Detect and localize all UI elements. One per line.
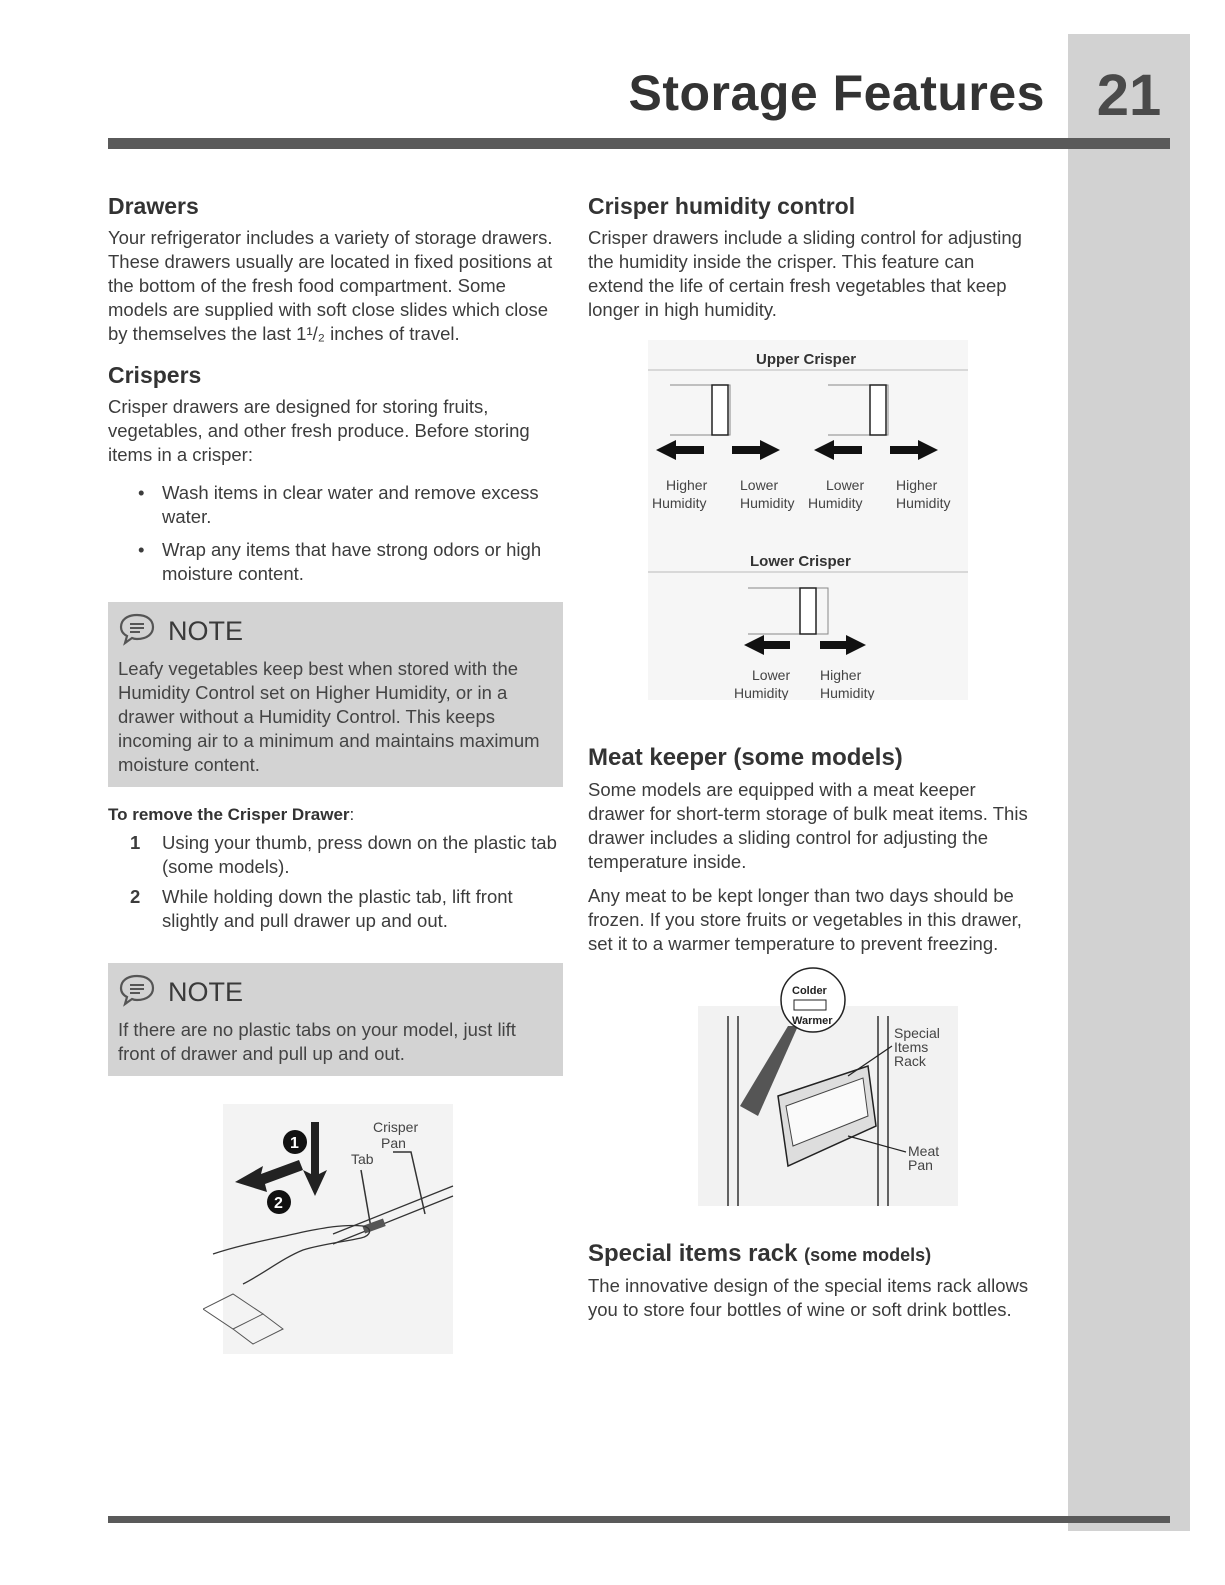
top-rule [108,138,1170,149]
lower-crisper-title: Lower Crisper [750,553,851,570]
meat-keeper-text2: Any meat to be kept longer than two days should be frozen. If you store fruits or vegetables in this drawer, set it to a warmer temperature to prevent freezing. [588,885,1022,954]
note-box [108,963,563,1076]
list-item: • Wrap any items that have strong odors or high moisture content. [138,539,542,584]
note-icon [118,612,156,651]
slider-knob [800,588,816,634]
svg-text:Special: Special [894,1025,940,1041]
list-item: 2 While holding down the plastic tab, lift front slightly and pull drawer up and out. [130,886,513,931]
meat-keeper-text1: Some models are equipped with a meat keeper drawer for short-term storage of bulk meat items. This drawer includes a sliding control for adjusting the temperature inside. [588,779,1028,872]
note-text: If there are no plastic tabs on your model, just lift front of drawer and pull up and out. [118,1019,516,1064]
crisper-label: Crisper [373,1119,419,1135]
svg-text:Pan: Pan [908,1157,933,1173]
svg-text:Lower: Lower [752,667,791,683]
svg-text:1: 1 [290,1135,299,1152]
humidity-heading: Crisper humidity control [588,193,856,219]
svg-text:Humidity: Humidity [808,495,863,511]
list-item: 1 Using your thumb, press down on the plastic tab (some models). [130,832,557,877]
svg-text:Humidity: Humidity [652,495,707,511]
note-text: Leafy vegetables keep best when stored with the Humidity Control set on Higher Humidity, or in a drawer without a Humidity Control. This keeps incoming air to a minimum and maintains maximum moisture content. [118,658,540,775]
svg-text:Humidity: Humidity [820,685,875,700]
slider-knob [712,385,728,435]
page-title: Storage Features [628,65,1045,121]
svg-text:Warmer: Warmer [792,1015,833,1027]
note-title: NOTE [168,977,244,1007]
special-rack-text: The innovative design of the special items rack allows you to store four bottles of wine or soft drink bottles. [588,1275,1029,1320]
svg-text:Rack: Rack [894,1053,926,1069]
drawers-text: Your refrigerator includes a variety of storage drawers. These drawers usually are located in fixed positions at the bottom of the fresh food compartment. Some models are supplied with soft close slides which close by themselves the last 1¹/₂ inches of travel. [108,227,553,344]
humidity-text: Crisper drawers include a sliding control for adjusting the humidity inside the crisper. This feature can extend the life of certain fresh vegetables that keep longer in high humidity. [588,227,1022,320]
crispers-heading: Crispers [108,362,202,388]
left-column [108,193,563,1364]
humidity-control-diagram [648,340,1028,700]
svg-text:Meat: Meat [908,1143,940,1159]
svg-text:Items: Items [894,1039,929,1055]
svg-text:Higher: Higher [666,477,708,493]
svg-text:2: 2 [274,1195,283,1212]
note-title: NOTE [168,616,244,646]
remove-heading: To remove the Crisper Drawer: [108,805,355,824]
svg-text:Higher: Higher [896,477,938,493]
remove-steps [108,831,563,933]
meat-keeper-illustration [698,966,958,1206]
side-tab [1068,34,1190,1531]
note-box [108,602,563,787]
pan-label: Pan [381,1135,406,1151]
slider-knob [870,385,886,435]
drawers-heading: Drawers [108,193,199,219]
meat-keeper-heading: Meat keeper (some models) [588,744,903,771]
svg-text:Humidity: Humidity [740,495,795,511]
svg-text:Humidity: Humidity [896,495,951,511]
svg-text:Lower: Lower [826,477,865,493]
crisper-removal-illustration [203,1104,503,1364]
note-icon [118,973,156,1012]
svg-text:Lower: Lower [740,477,779,493]
list-item: • Wash items in clear water and remove excess water. [138,482,539,527]
upper-crisper-title: Upper Crisper [756,351,857,368]
bottom-rule [108,1516,1170,1523]
svg-text:Humidity: Humidity [734,685,789,700]
crispers-text: Crisper drawers are designed for storing fruits, vegetables, and other fresh produce. Before storing items in a crisper: [108,396,530,465]
tab-label: Tab [351,1151,374,1167]
special-rack-heading: Special items rack (some models) [588,1240,932,1267]
page-number: 21 [1096,63,1162,128]
crispers-bullets [108,481,563,586]
svg-text:Higher: Higher [820,667,862,683]
right-column [588,193,1033,1332]
svg-text:Colder: Colder [792,985,827,997]
